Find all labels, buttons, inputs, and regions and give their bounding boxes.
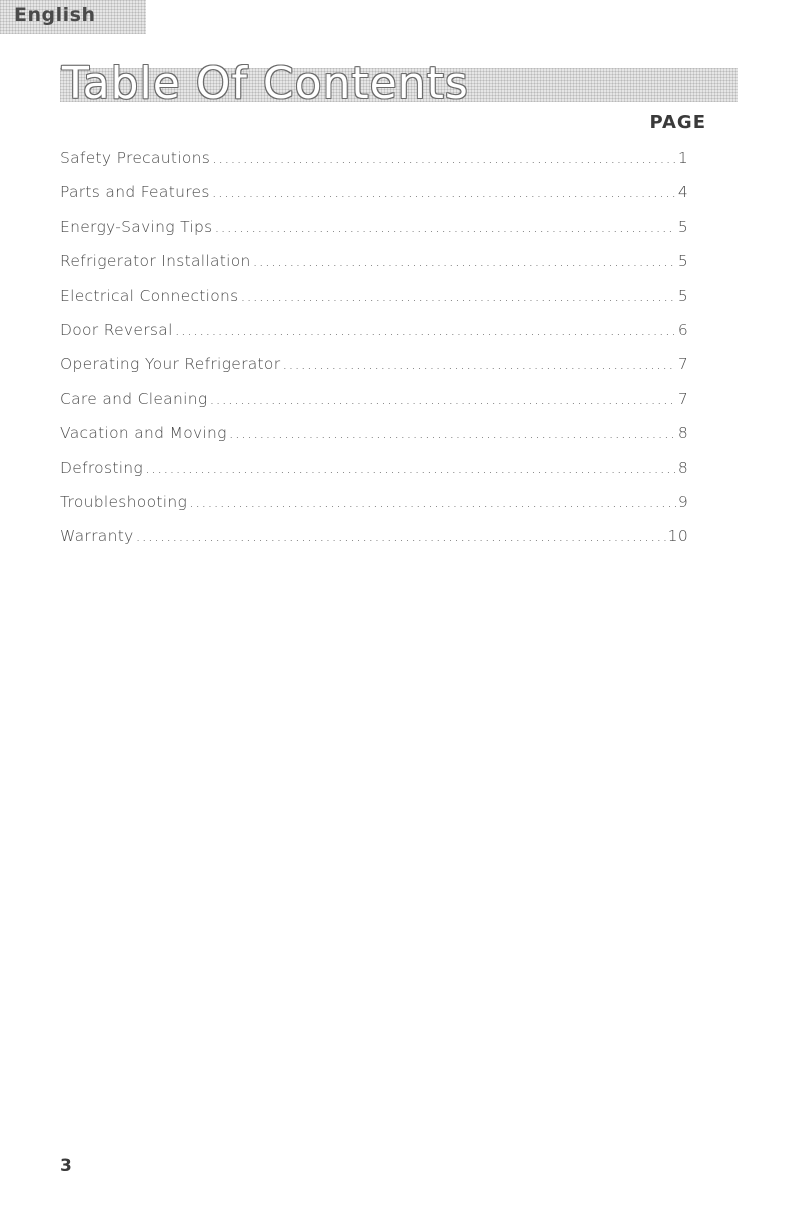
dot-leader xyxy=(241,287,676,305)
dot-leader xyxy=(209,390,675,408)
toc-entry-page: 7 xyxy=(677,355,688,374)
toc-entry-page: 7 xyxy=(677,389,688,408)
toc-entry-page: 5 xyxy=(677,217,688,236)
toc-entry[interactable] xyxy=(60,321,688,355)
toc-entry-label: Care and Cleaning xyxy=(60,389,208,408)
toc-entry-label: Energy-Saving Tips xyxy=(60,217,213,236)
toc-entry[interactable] xyxy=(60,459,688,493)
toc-entry[interactable] xyxy=(60,149,688,183)
toc-entry[interactable] xyxy=(60,527,688,561)
dot-leader xyxy=(282,355,675,373)
toc-entry-label: Troubleshooting xyxy=(60,492,188,511)
toc-entry-label: Door Reversal xyxy=(60,320,173,339)
toc-entry-page: 1 xyxy=(677,149,688,167)
toc-entry-page: 8 xyxy=(677,458,688,477)
toc-entry[interactable] xyxy=(60,424,688,458)
toc-entry-page: 6 xyxy=(677,320,688,339)
toc-entry-label: Electrical Connections xyxy=(60,286,239,305)
dot-leader xyxy=(212,183,676,201)
dot-leader xyxy=(212,149,676,167)
toc-entry-label: Parts and Features xyxy=(60,183,210,202)
toc-entry-label: Safety Precautions xyxy=(60,149,211,167)
toc-entry[interactable] xyxy=(60,355,688,389)
toc-entry[interactable] xyxy=(60,390,688,424)
toc-entry[interactable] xyxy=(60,183,688,217)
page-column-heading: PAGE xyxy=(649,112,706,133)
table-of-contents xyxy=(60,149,688,562)
dot-leader xyxy=(189,493,676,511)
page-title: Table Of Contents xyxy=(62,58,469,109)
toc-entry-page: 8 xyxy=(677,424,688,443)
toc-entry[interactable] xyxy=(60,493,688,527)
dot-leader xyxy=(253,252,676,270)
toc-entry-page: 9 xyxy=(677,492,688,511)
dot-leader xyxy=(229,424,676,442)
dot-leader xyxy=(175,321,676,339)
toc-entry-label: Warranty xyxy=(60,527,134,546)
toc-entry[interactable] xyxy=(60,218,688,252)
toc-entry-page: 5 xyxy=(677,252,688,271)
dot-leader xyxy=(215,218,676,236)
page-number: 3 xyxy=(60,1156,72,1176)
toc-entry-label: Refrigerator Installation xyxy=(60,252,251,271)
toc-entry[interactable] xyxy=(60,252,688,286)
toc-entry-page: 4 xyxy=(677,183,688,202)
toc-entry-label: Defrosting xyxy=(60,458,144,477)
dot-leader xyxy=(136,527,666,545)
language-label: English xyxy=(14,4,96,26)
toc-entry-label: Operating Your Refrigerator xyxy=(60,355,281,374)
toc-entry-label: Vacation and Moving xyxy=(60,424,227,443)
toc-entry[interactable] xyxy=(60,287,688,321)
language-tab xyxy=(0,0,146,34)
dot-leader xyxy=(145,459,676,477)
toc-entry-page: 10 xyxy=(667,527,688,546)
toc-entry-page: 5 xyxy=(677,286,688,305)
